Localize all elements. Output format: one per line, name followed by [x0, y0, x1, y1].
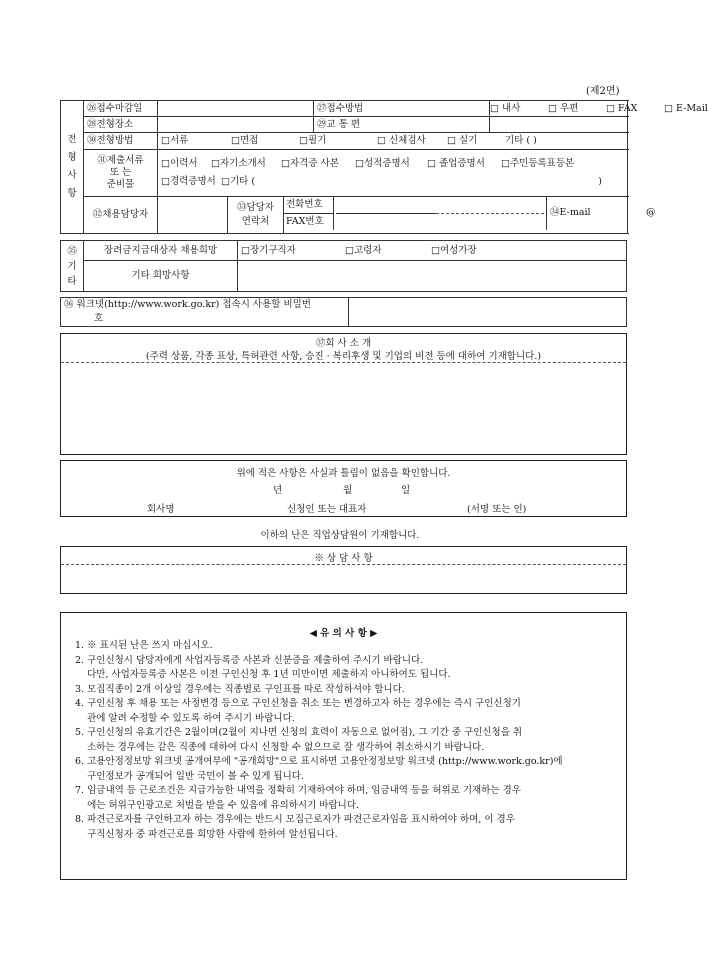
notice-item: 구인정보가 공개되어 일반 국민이 볼 수 있게 됩니다.	[75, 770, 304, 782]
employ-options[interactable]: □장기구직자 □고령자 □여성가장	[238, 241, 627, 261]
consult-content[interactable]	[63, 566, 624, 591]
page-label: (제2면)	[586, 86, 620, 97]
company-intro-subtitle: (주력 상품, 각종 표상, 특허관련 사항, 승진 · 복리후생 및 기업의 비전 등에 대하여 기재합니다.)	[145, 351, 542, 362]
confirm-year: 년	[273, 485, 283, 496]
notice-item: 관에 알려 수정할 수 있도록 하여 주시기 바랍니다.	[75, 712, 295, 724]
manager-contact-label: ㉝담당자 연락처	[228, 197, 284, 234]
consult-box	[60, 546, 627, 594]
notice-title: ◀ 유 의 사 항 ▶	[309, 628, 378, 639]
notice-item: 7. 임금내역 등 근로조건은 지급가능한 내역을 정확히 기재하여야 하며, 임금내역 등을 허위로 기재하는 경우	[75, 785, 521, 796]
notice-item: 에는 허위구인광고로 처벌을 받을 수 있음에 유의하시기 바랍니다.	[75, 799, 360, 811]
place-label: ㉘전형장소	[84, 117, 158, 133]
fax-label: FAX번호	[284, 214, 334, 230]
place-value[interactable]	[158, 117, 314, 133]
confirm-day: 일	[401, 485, 411, 496]
method-options[interactable]: □ 내사 □ 우편 □ FAX □ E-Mail	[490, 101, 628, 117]
etc-section	[60, 240, 627, 292]
transport-label: ㉙교 통 편	[314, 117, 490, 133]
applicant-label: 신청인 또는 대표자	[287, 504, 367, 515]
process-options[interactable]: □서류 □면접 □필기 □ 신체검사 □ 실기 기타 ( )	[158, 133, 628, 149]
worknet-section	[60, 297, 627, 327]
recruit-side-label: 전 형 사 항	[61, 101, 84, 234]
company-intro-title: ㊲회 사 소 개	[315, 338, 372, 349]
docs-options[interactable]: □이력서 □자기소개서 □자격증 사본 □성적증명서 □ 졸업증명서 □주민등록표등본 □경력증명서 □기타 ( )	[158, 149, 628, 197]
manager-value[interactable]	[158, 197, 228, 234]
transport-value[interactable]	[490, 117, 628, 133]
company-intro-content[interactable]	[63, 364, 624, 452]
notice-item: 6. 고용안정정보망 워크넷 공개여부에 "공개희망"으로 표시하면 고용안정정보망 워크넷 (http://www.work.go.kr)에	[75, 756, 563, 767]
worknet-label: ㊱ 워크넷(http://www.work.go.kr) 접속시 사용할 비밀번 호	[61, 298, 349, 327]
email-label: ㉞E-mail	[550, 207, 591, 219]
notice-item: 2. 구인신청시 담당자에게 사업자등록증 사본과 신분증을 제출하여 주시기 바랍니다.	[75, 654, 424, 666]
deadline-label: ㉖접수마감일	[84, 101, 158, 117]
wish-label: 기타 희망사항	[84, 261, 238, 292]
notice-item: 5. 구인신청의 유효기간은 2월이며(2월이 지나면 신청의 효력이 자동으로 없어짐), 그 기간 중 구인신청을 취	[75, 727, 523, 738]
notice-item: 8. 파견근로자를 구인하고자 하는 경우에는 반드시 모집근로자가 파견근로자임을 표시하여야 하며, 이 경우	[75, 814, 515, 825]
etc-side-label: ㉟ 기 타	[61, 241, 84, 292]
notice-item: 구직신청자 중 파견근로를 희망한 사람에 한하여 알선됩니다.	[75, 828, 338, 840]
confirm-statement: 위에 적은 사항은 사실과 틀림이 없음을 확인합니다.	[236, 468, 451, 479]
counselor-note: 이하의 난은 직업상담원이 기재합니다.	[260, 530, 420, 541]
docs-label: ㉛제출서류 또 는 준비물	[84, 149, 158, 197]
manager-label: ㉜채용담당자	[84, 197, 158, 234]
employ-label: 장려금지급대상자 채용희망	[84, 241, 238, 261]
company-intro-box	[60, 333, 627, 455]
confirm-month: 월	[343, 485, 353, 496]
worknet-password[interactable]	[349, 298, 627, 327]
notice-item: 4. 구인신청 후 채용 또는 사정변경 등으로 구인신청을 취소 또는 변경하고자 하는 경우에는 즉시 구인신청기	[75, 698, 521, 709]
company-name-label: 회사명	[147, 504, 175, 515]
sign-label: (서명 또는 인)	[467, 504, 527, 515]
method-label: ㉗접수방법	[314, 101, 490, 117]
notice-item: 다만, 사업자등록증 사본은 이전 구인신청 후 1년 미만이면 제출하지 아니하여도 됩니다.	[75, 669, 451, 680]
notice-box	[60, 612, 627, 880]
notice-item: 1. ※ 표시된 난은 쓰지 마십시오.	[75, 640, 213, 651]
notice-list	[75, 639, 563, 842]
manager-contact-cell	[284, 197, 656, 234]
notice-item: 소하는 경우에는 같은 직종에 대하여 다시 신청할 수 없으므로 잘 생각하여 취소하시기 바랍니다.	[75, 741, 485, 753]
phone-label: 전화번호	[284, 197, 334, 214]
process-label: ㉚전형방법	[84, 133, 158, 149]
consult-title: ※ 상 담 사 항	[314, 553, 373, 564]
wish-value[interactable]	[238, 261, 627, 292]
recruit-section	[60, 100, 708, 234]
deadline-value[interactable]	[158, 101, 314, 117]
confirm-box	[60, 460, 627, 517]
email-at[interactable]: @	[646, 207, 656, 219]
notice-item: 3. 모집직종이 2개 이상일 경우에는 직종별로 구인표를 따로 작성하셔야 합니다.	[75, 683, 405, 695]
